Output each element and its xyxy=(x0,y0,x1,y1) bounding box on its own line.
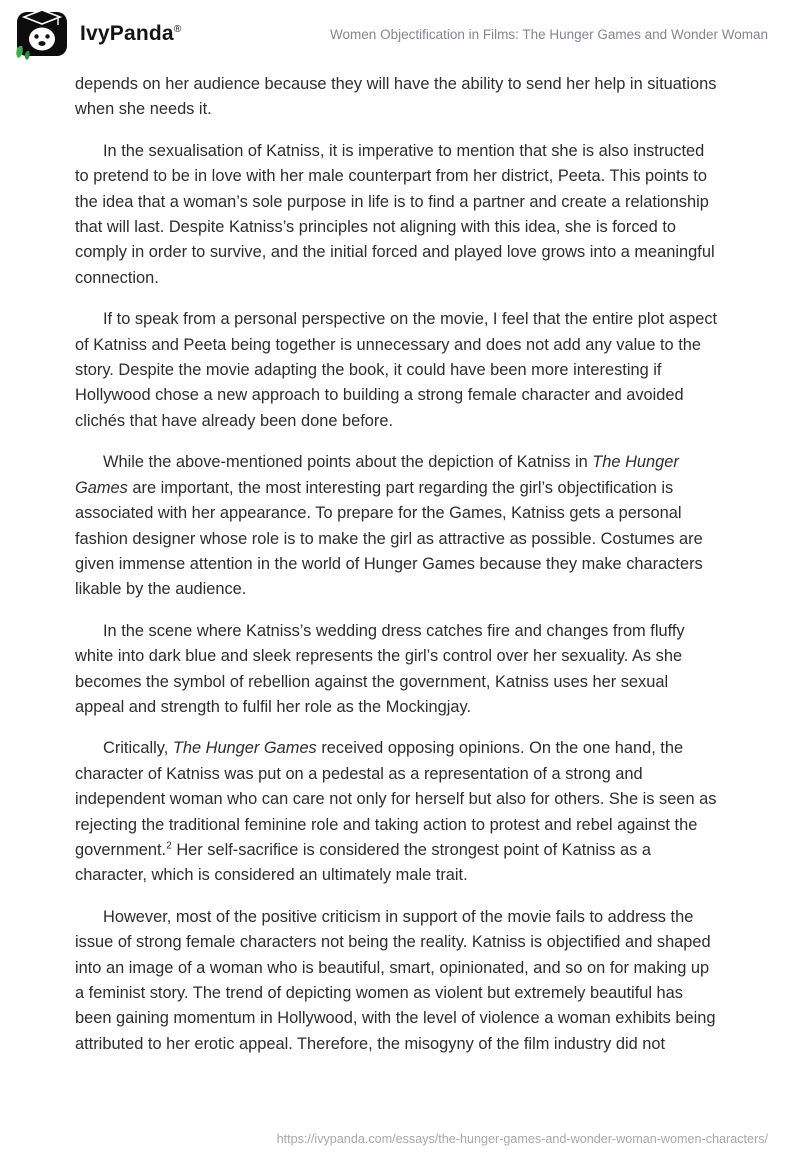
text-run: In the sexualisation of Katniss, it is imperative to mention that she is also instructed to pretend to be in love with her male counterpart from her district, Peeta. This points to the idea that a woman’s sole purpose in life is to find a partner and create a relationship that will last. Despite Katniss’s principles not aligning with this idea, she is forced to comply in order to survive, and the initial forced and played love grows into a meaningful connection. xyxy=(75,141,715,287)
source-url: https://ivypanda.com/essays/the-hunger-games-and-wonder-woman-women-characters/ xyxy=(276,1132,768,1146)
page-footer xyxy=(277,1132,768,1146)
text-run: are important, the most interesting part regarding the girl’s objectification is associated with her appearance. To prepare for the Games, Katniss gets a personal fashion designer whose role is to make the girl as attractive as possible. Costumes are given immense attention in the world of Hunger Games because they make characters likable by the audience. xyxy=(75,478,703,599)
text-run: Her self-sacrifice is considered the strongest point of Katniss as a character, which is considered an ultimately male trait. xyxy=(75,840,651,885)
text-run: depends on her audience because they will have the ability to send her help in situations when she needs it. xyxy=(75,75,717,119)
text-run: In the scene where Katniss’s wedding dress catches fire and changes from fluffy white into dark blue and sleek represents the girl’s control over her sexuality. As she becomes the symbol of rebellion against the government, Katniss uses her sexual appeal and strength to fulfil her role as the Mockingjay. xyxy=(75,621,685,716)
ivypanda-logo-icon xyxy=(14,8,70,60)
registered-trademark: ® xyxy=(173,24,182,35)
essay-paragraph xyxy=(75,450,720,602)
text-run: If to speak from a personal perspective on the movie, I feel that the entire plot aspect of Katniss and Peeta being together is unnecessary and does not add any value to the story. Despite the movie adapting the book, it could have been more interesting if Hollywood chose a new approach to building a strong female character and avoided clichés that have already been done before. xyxy=(75,310,718,430)
essay-paragraph xyxy=(75,139,720,291)
brand[interactable] xyxy=(14,8,181,60)
text-run: However, most of the positive criticism in support of the movie fails to address the issue of strong female characters not being the reality. Katniss is objectified and shaped into an image of a woman who is beautiful, smart, opinionated, and so on for making up a feminist story. The trend of depicting women as violent but extremely beautiful has been gaining momentum in Hollywood, with the level of violence a woman exhibits being attributed to her erotic appeal. Therefore, the misogyny of the film industry did not xyxy=(75,907,716,1053)
essay-paragraph xyxy=(75,307,720,434)
footnote-marker: 2 xyxy=(166,840,172,852)
document-title: Women Objectification in Films: The Hunger Games and Wonder Woman xyxy=(330,26,768,42)
essay-paragraph xyxy=(75,905,720,1057)
essay-body xyxy=(0,72,800,1057)
essay-paragraph xyxy=(75,619,720,721)
text-run: received opposing opinions. On the one hand, the character of Katniss was put on a pedestal as a representation of a strong and independent woman who can care not only for herself but also for others. She is seen as rejecting the traditional feminine role and taking action to protest and rebel against the government. xyxy=(75,739,717,859)
text-run: The Hunger Games xyxy=(75,453,679,497)
panda-face-icon xyxy=(29,28,55,51)
brand-text: IvyPanda xyxy=(80,22,174,45)
text-run: Critically, xyxy=(103,739,173,758)
essay-paragraph xyxy=(75,72,720,123)
text-run: While the above-mentioned points about the depiction of Katniss in xyxy=(103,453,593,472)
essay-paragraph xyxy=(75,736,720,888)
brand-name xyxy=(80,22,181,46)
page-header xyxy=(0,0,800,60)
text-run: The Hunger Games xyxy=(172,739,317,758)
